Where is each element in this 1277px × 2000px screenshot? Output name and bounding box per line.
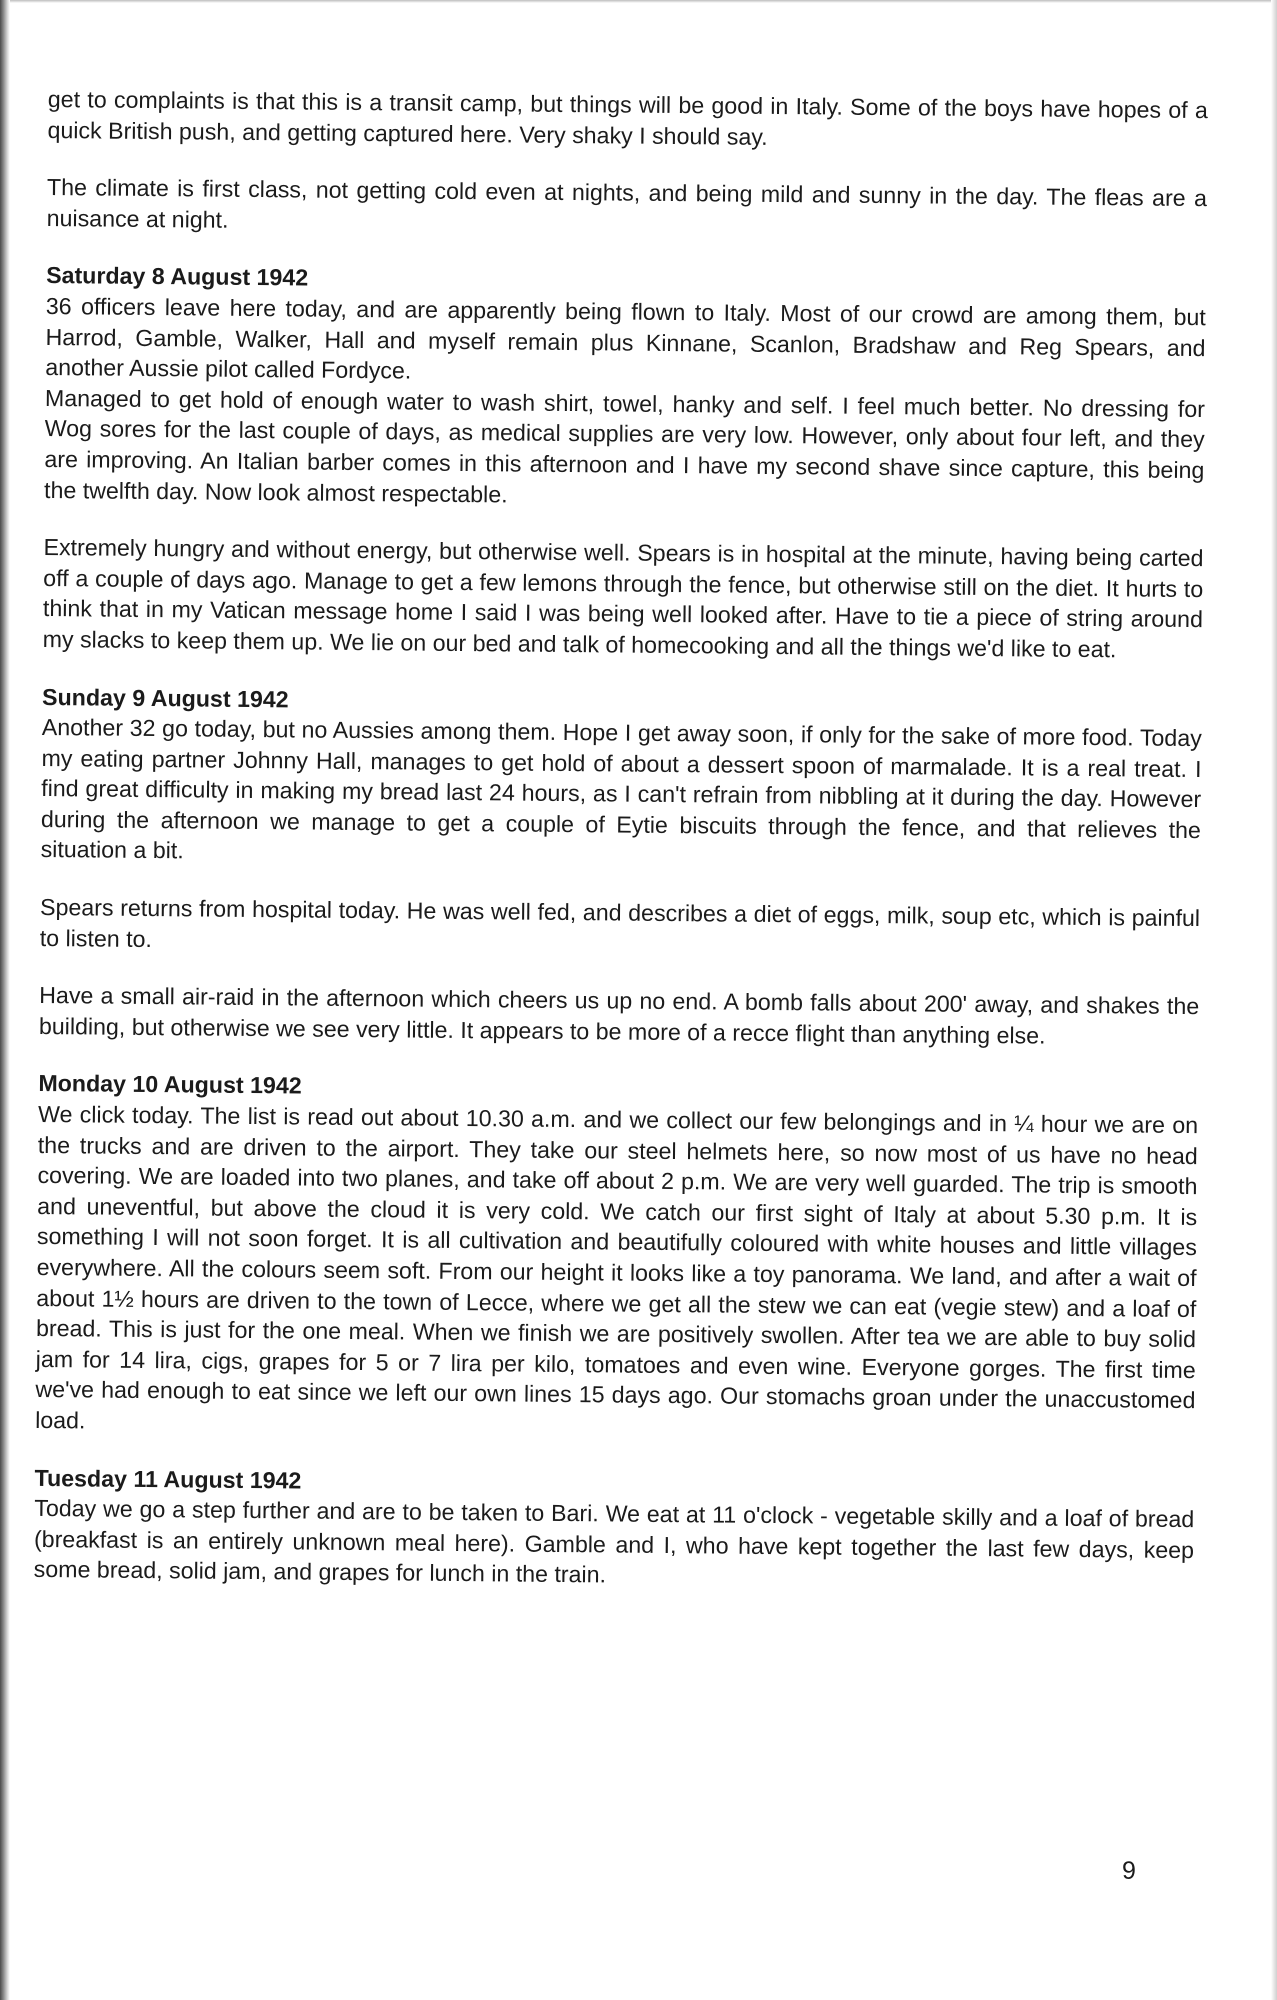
entry-date-heading: Saturday 8 August 1942: [46, 262, 309, 291]
page-top-edge: [0, 0, 1277, 3]
paragraph: Extremely hungry and without energy, but otherwise well. Spears is in hospital at the minute, having being carted off a couple of days ago. Manage to get a few lemons through the fence, but otherwise still on the diet. It hurts to think that in my Vatican message home I said I was being well looked after. Have to tie a piece of string around my slacks to keep them up. We lie on our bed and talk of homecooking and all the things we'd like to eat.: [42, 534, 1204, 663]
paragraph: The climate is first class, not getting cold even at nights, and being mild and sunny in the day. The fleas are a nuisance at night.: [46, 174, 1208, 233]
page-number: 9: [1122, 1857, 1136, 1885]
diary-entry-monday-10-august: [35, 1068, 1198, 1446]
paragraph: We click today. The list is read out about 10.30 a.m. and we collect our few belongings and in ¼ hour we are on the trucks and are driven to the airport. They take our steel helmets here, so now most of us have no head covering. We are loaded into two planes, and take off about 2 p.m. We are very well guarded. The trip is smooth and uneventful, but above the cloud it is very cold. We catch our first sight of Italy at about 5.30 p.m. It is something I will not soon forget. It is all cultivation and beautifully coloured with white houses and little villages everywhere. All the colours seem soft. From our height it looks like a toy panorama. We land, and after a wait of about 1½ hours are driven to the town of Lecce, where we get all the stew we can eat (vegie stew) and a loaf of bread. This is just for the one meal. When we finish we are positively swollen. After tea we are able to buy solid jam for 14 lira, cigs, grapes for 5 or 7 lira per kilo, tomatoes and even wine. Everyone gorges. The first time we've had enough to eat since we left our own lines 15 days ago. Our stomachs groan under the unaccustomed load.: [35, 1100, 1199, 1434]
scan-binding-shadow: [0, 0, 10, 2000]
paragraph: Spears returns from hospital today. He was well fed, and describes a diet of eggs, milk, soup etc, which is painful to listen to.: [39, 894, 1201, 952]
paragraph: Another 32 go today, but no Aussies among them. Hope I get away soon, if only for the sake of more food. Today my eating partner Johnny Hall, manages to get hold of about a dessert spoon of marmalade. It is a real treat. I find great difficulty in making my bread last 24 hours, as I can't refrain from nibbling at it during the day. However during the afternoon we manage to get a couple of Eytie biscuits through the fence, and that relieves the situation a bit.: [40, 714, 1202, 864]
entry-date-heading: Monday 10 August 1942: [38, 1070, 302, 1099]
page-right-edge: [1271, 0, 1277, 2000]
paragraph: get to complaints is that this is a transit camp, but things will be good in Italy. Some of the boys have hopes of a quick British push, and getting captured here. Very shaky I should say.: [47, 85, 1208, 150]
paragraph: Today we go a step further and are to be taken to Bari. We eat at 11 o'clock - vegetable skilly and a loaf of bread (breakfast is an entirely unknown meal here). Gamble and I, who have kept together the last few days, keep some bread, solid jam, and grapes for lunch in the train.: [33, 1495, 1195, 1588]
paragraph: Have a small air-raid in the afternoon which cheers us up no end. A bomb falls about 200' away, and shakes the building, but otherwise we see very little. It appears to be more of a recce flight than anything else.: [38, 982, 1200, 1049]
entry-date-heading: Sunday 9 August 1942: [41, 683, 289, 712]
diary-page: [33, 84, 1208, 1623]
paragraph: Managed to get hold of enough water to wash shirt, towel, hanky and self. I feel much better. No dressing for Wog sores for the last couple of days, as medical supplies are very low. However, only about four left, and they are improving. An Italian barber comes in this afternoon and I have my second shave since capture, this being the twelfth day. Now look almost respectable.: [43, 384, 1206, 507]
diary-entry-saturday-8-august: [43, 260, 1207, 665]
entry-date-heading: Tuesday 11 August 1942: [34, 1464, 302, 1494]
diary-entry-sunday-9-august: [39, 681, 1202, 1052]
paragraph: 36 officers leave here today, and are apparently being flown to Italy. Most of our crowd are among them, but Harrod, Gamble, Walker, Hall and myself remain plus Kinnane, Scanlon, Bradshaw and Reg Spears, and another Aussie pilot called Fordyce.: [45, 292, 1206, 384]
diary-entry-tuesday-11-august: [34, 1462, 1195, 1596]
